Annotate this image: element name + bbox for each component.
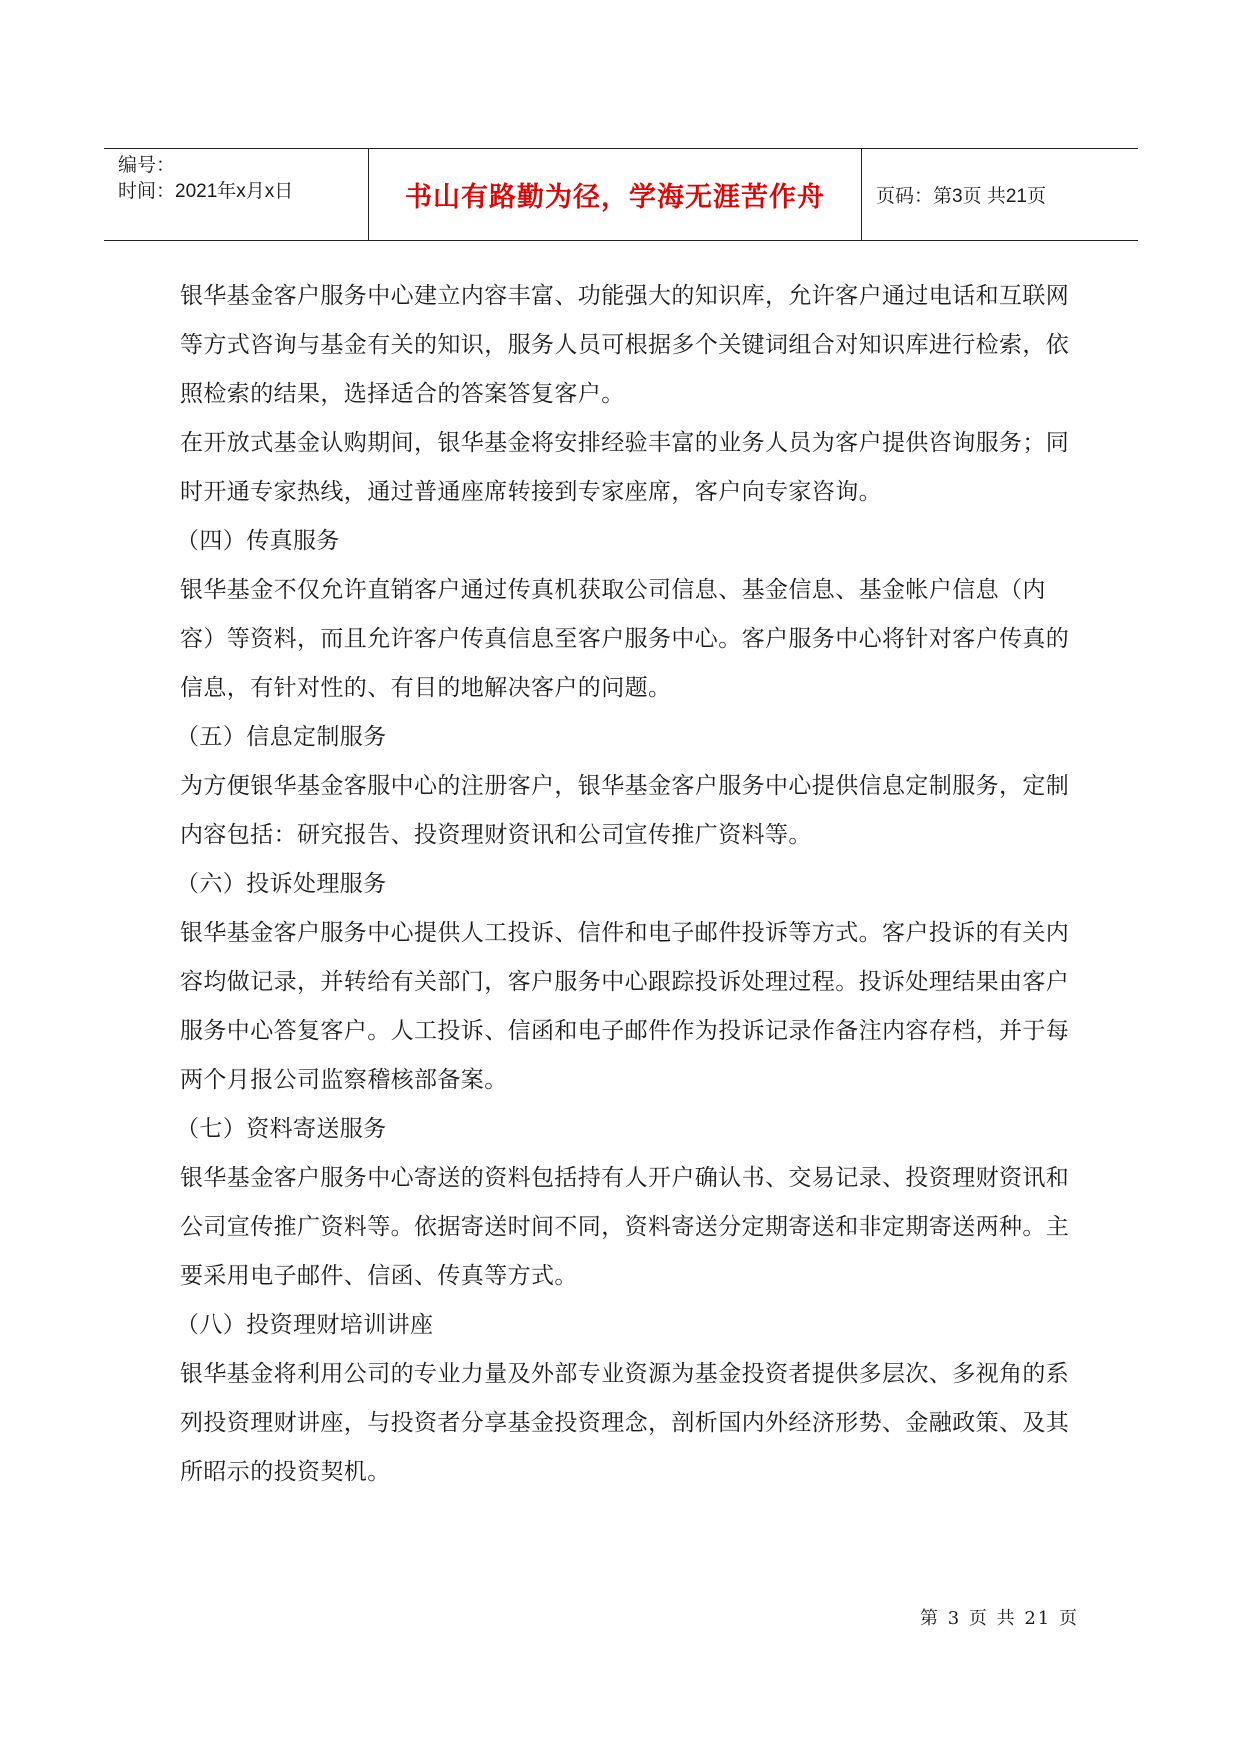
section-heading-complaints: （六）投诉处理服务 (176, 871, 387, 897)
paragraph: 银华基金客户服务中心建立内容丰富、功能强大的知识库，允许客户通过电话和互联网等方式咨询与基金有关的知识，服务人员可根据多个关键词组合对知识库进行检索，依照检索的结果，选择适合的答案答复客户。 (180, 283, 1070, 407)
section-heading-training: （八）投资理财培训讲座 (176, 1312, 434, 1338)
section-heading-info-customization: （五）信息定制服务 (176, 724, 387, 750)
header-page-number: 页码：第3页 共21页 (876, 186, 1046, 207)
document-header (104, 148, 1138, 241)
document-number-label: 编号： (118, 155, 176, 176)
paragraph: 银华基金不仅允许直销客户通过传真机获取公司信息、基金信息、基金帐户信息（内容）等资料，而且允许客户传真信息至客户服务中心。客户服务中心将针对客户传真的信息，有针对性的、有目的地解决客户的问题。 (180, 577, 1070, 701)
paragraph: 银华基金客户服务中心寄送的资料包括持有人开户确认书、交易记录、投资理财资讯和公司宣传推广资料等。依据寄送时间不同，资料寄送分定期寄送和非定期寄送两种。主要采用电子邮件、信函、传真等方式。 (180, 1165, 1070, 1289)
document-time-label: 时间：2021年x月x日 (118, 181, 294, 202)
header-info-cell (104, 149, 369, 240)
paragraph: 为方便银华基金客服中心的注册客户，银华基金客户服务中心提供信息定制服务，定制内容包括：研究报告、投资理财资讯和公司宣传推广资料等。 (180, 773, 1070, 848)
document-body (176, 272, 1080, 1497)
paragraph: 银华基金客户服务中心提供人工投诉、信件和电子邮件投诉等方式。客户投诉的有关内容均做记录，并转给有关部门，客户服务中心跟踪投诉处理过程。投诉处理结果由客户服务中心答复客户。人工投诉、信函和电子邮件作为投诉记录作备注内容存档，并于每两个月报公司监察稽核部备案。 (180, 920, 1070, 1093)
paragraph: 银华基金将利用公司的专业力量及外部专业资源为基金投资者提供多层次、多视角的系列投资理财讲座，与投资者分享基金投资理念，剖析国内外经济形势、金融政策、及其所昭示的投资契机。 (180, 1361, 1070, 1485)
paragraph: 在开放式基金认购期间，银华基金将安排经验丰富的业务人员为客户提供咨询服务；同时开通专家热线，通过普通座席转接到专家座席，客户向专家咨询。 (180, 430, 1070, 505)
section-heading-mailing: （七）资料寄送服务 (176, 1116, 387, 1142)
section-heading-fax: （四）传真服务 (176, 528, 340, 554)
header-motto: 书山有路勤为径，学海无涯苦作舟 (369, 149, 862, 240)
page-footer: 第 3 页 共 21 页 (920, 1608, 1079, 1629)
